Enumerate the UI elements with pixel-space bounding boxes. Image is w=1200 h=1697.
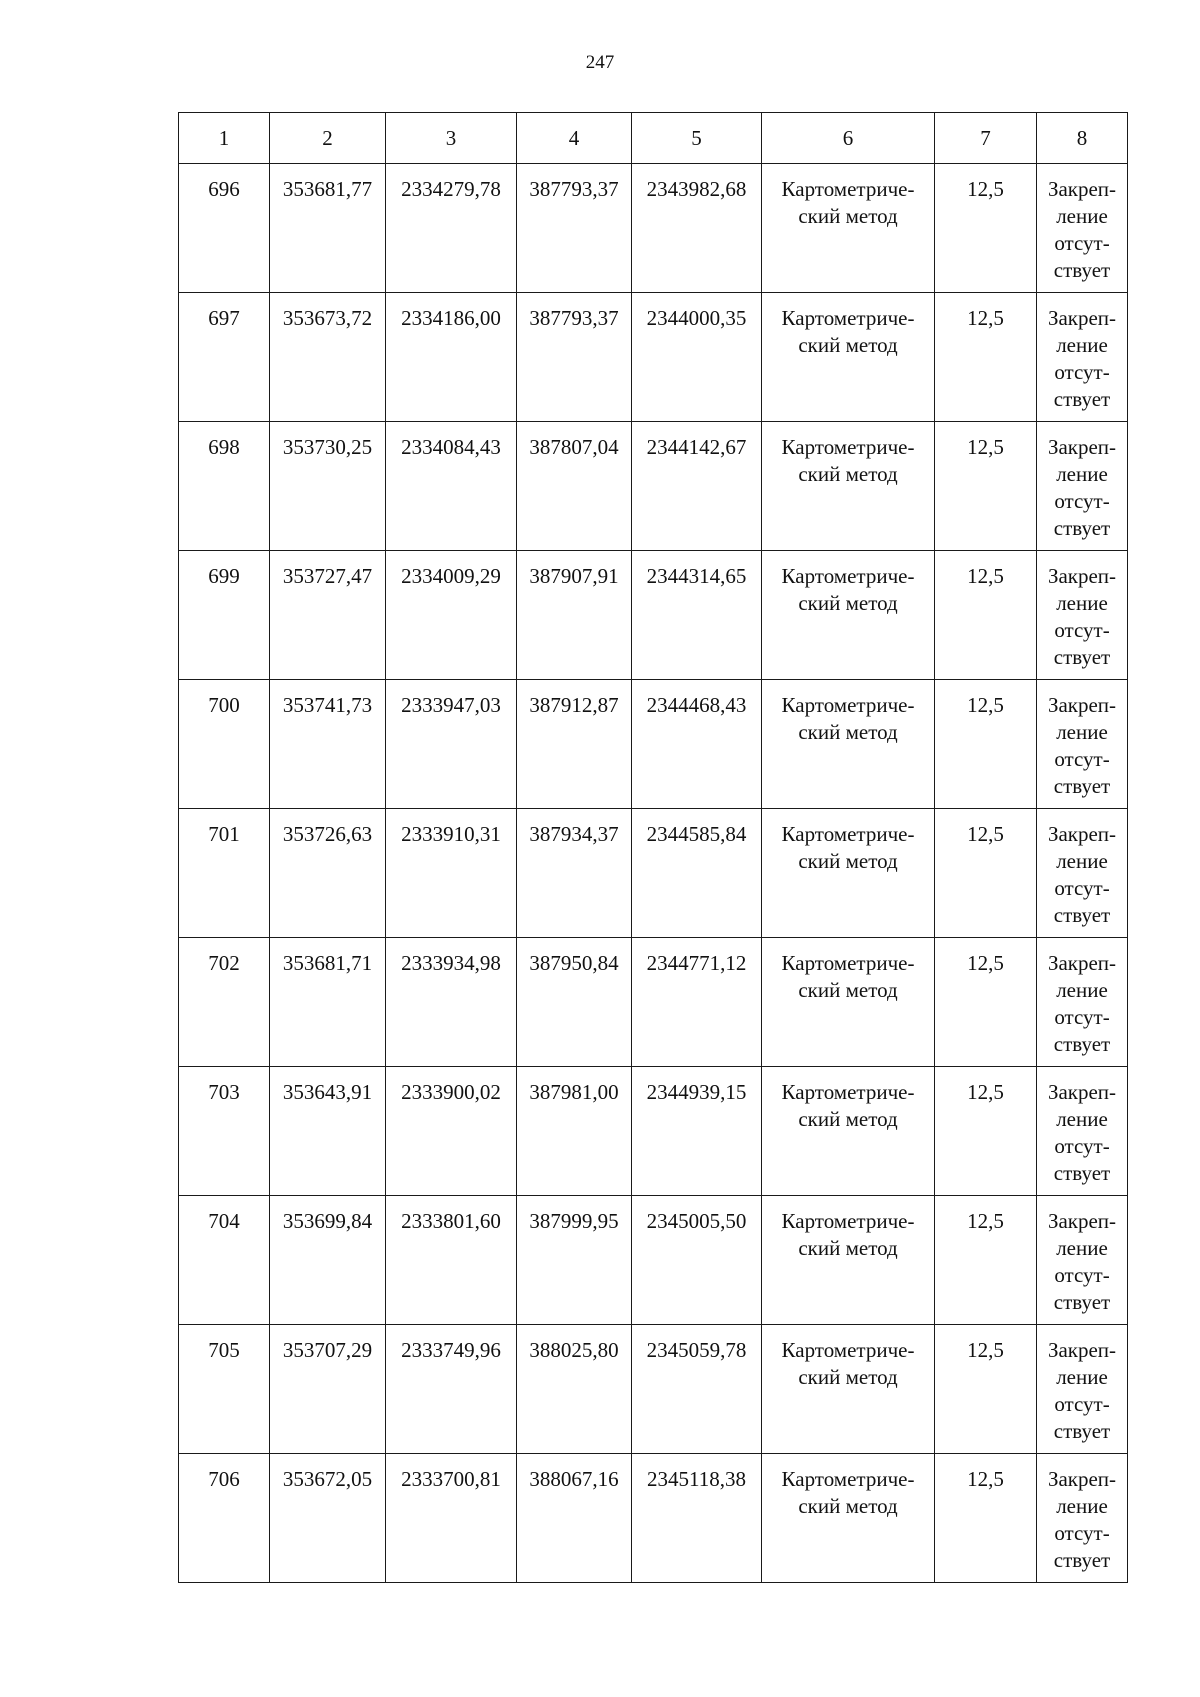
table-row: [179, 551, 1128, 680]
x-coordinate-cell: [517, 1067, 632, 1196]
method-cell: [762, 809, 935, 938]
fixing-description-cell-text: Закреп- ление отсут- ствует: [1047, 564, 1117, 669]
x-coordinate-msk-cell: [270, 809, 386, 938]
y-coordinate-msk-cell-text: 2333934,98: [401, 951, 501, 975]
fixing-description-cell-text: Закреп- ление отсут- ствует: [1047, 306, 1117, 411]
method-cell: [762, 1067, 935, 1196]
y-coordinate-cell-text: 2345005,50: [646, 1209, 747, 1233]
x-coordinate-msk-cell: [270, 1325, 386, 1454]
method-cell-text: Картометриче- ский метод: [781, 1467, 915, 1518]
y-coordinate-msk-cell-text: 2334084,43: [401, 435, 501, 459]
x-coordinate-msk-cell: [270, 1067, 386, 1196]
point-number-cell-text: 699: [208, 564, 240, 588]
method-cell: [762, 1196, 935, 1325]
y-coordinate-cell-text: 2345118,38: [647, 1467, 746, 1491]
x-coordinate-msk-cell-text: 353681,71: [282, 951, 373, 975]
point-number-cell: [179, 293, 270, 422]
table-row: [179, 1325, 1128, 1454]
x-coordinate-cell-text: 388025,80: [529, 1338, 619, 1362]
fixing-description-cell: [1037, 1067, 1128, 1196]
x-coordinate-cell-text: 387999,95: [529, 1209, 619, 1233]
x-coordinate-cell-text: 387807,04: [529, 435, 619, 459]
accuracy-cell-text: 12,5: [967, 177, 1004, 201]
method-cell-text: Картометриче- ский метод: [781, 1080, 915, 1131]
column-header-8: 8: [1037, 113, 1128, 164]
y-coordinate-cell: [632, 422, 762, 551]
method-cell: [762, 938, 935, 1067]
x-coordinate-cell-text: 387793,37: [529, 306, 619, 330]
point-number-cell: [179, 1196, 270, 1325]
y-coordinate-cell: [632, 1325, 762, 1454]
accuracy-cell-text: 12,5: [967, 435, 1004, 459]
x-coordinate-cell: [517, 164, 632, 293]
method-cell-text: Картометриче- ский метод: [781, 306, 915, 357]
fixing-description-cell-text: Закреп- ление отсут- ствует: [1047, 1209, 1117, 1314]
y-coordinate-cell: [632, 164, 762, 293]
x-coordinate-cell: [517, 293, 632, 422]
fixing-description-cell-text: Закреп- ление отсут- ствует: [1047, 693, 1117, 798]
point-number-cell-text: 700: [208, 693, 240, 717]
x-coordinate-cell: [517, 680, 632, 809]
fixing-description-cell: [1037, 938, 1128, 1067]
fixing-description-cell: [1037, 551, 1128, 680]
method-cell: [762, 680, 935, 809]
method-cell: [762, 293, 935, 422]
method-cell: [762, 1325, 935, 1454]
accuracy-cell: [935, 809, 1037, 938]
x-coordinate-cell-text: 387907,91: [529, 564, 619, 588]
x-coordinate-cell: [517, 1325, 632, 1454]
y-coordinate-msk-cell: [386, 809, 517, 938]
point-number-cell-text: 704: [208, 1209, 240, 1233]
accuracy-cell-text: 12,5: [967, 1467, 1004, 1491]
x-coordinate-msk-cell: [270, 680, 386, 809]
accuracy-cell-text: 12,5: [967, 564, 1004, 588]
method-cell-text: Картометриче- ский метод: [781, 1209, 915, 1260]
fixing-description-cell: [1037, 1454, 1128, 1583]
accuracy-cell: [935, 1196, 1037, 1325]
accuracy-cell: [935, 1067, 1037, 1196]
x-coordinate-cell-text: 387793,37: [529, 177, 619, 201]
point-number-cell: [179, 809, 270, 938]
table-row: [179, 1196, 1128, 1325]
y-coordinate-cell-text: 2344314,65: [646, 564, 747, 588]
accuracy-cell-text: 12,5: [967, 306, 1004, 330]
y-coordinate-msk-cell-text: 2333910,31: [401, 822, 501, 846]
y-coordinate-msk-cell: [386, 1325, 517, 1454]
x-coordinate-msk-cell-text: 353727,47: [282, 564, 373, 588]
method-cell-text: Картометриче- ский метод: [781, 564, 915, 615]
y-coordinate-msk-cell: [386, 1067, 517, 1196]
x-coordinate-msk-cell: [270, 1454, 386, 1583]
y-coordinate-msk-cell-text: 2333700,81: [401, 1467, 501, 1491]
x-coordinate-cell: [517, 809, 632, 938]
accuracy-cell: [935, 1325, 1037, 1454]
y-coordinate-cell: [632, 680, 762, 809]
point-number-cell-text: 697: [208, 306, 240, 330]
column-header-6: 6: [762, 113, 935, 164]
point-number-cell: [179, 1454, 270, 1583]
method-cell-text: Картометриче- ский метод: [781, 693, 915, 744]
y-coordinate-msk-cell: [386, 551, 517, 680]
point-number-cell: [179, 422, 270, 551]
x-coordinate-cell: [517, 1454, 632, 1583]
fixing-description-cell-text: Закреп- ление отсут- ствует: [1047, 435, 1117, 540]
coordinates-table: [178, 112, 1128, 1583]
table-row: [179, 293, 1128, 422]
x-coordinate-msk-cell-text: 353681,77: [282, 177, 373, 201]
column-header-2: 2: [270, 113, 386, 164]
fixing-description-cell: [1037, 164, 1128, 293]
accuracy-cell: [935, 938, 1037, 1067]
x-coordinate-msk-cell: [270, 551, 386, 680]
table-header-row: [179, 113, 1128, 164]
point-number-cell: [179, 938, 270, 1067]
x-coordinate-msk-cell-text: 353673,72: [282, 306, 373, 330]
fixing-description-cell-text: Закреп- ление отсут- ствует: [1047, 177, 1117, 282]
point-number-cell-text: 698: [208, 435, 240, 459]
y-coordinate-msk-cell: [386, 938, 517, 1067]
y-coordinate-cell-text: 2343982,68: [646, 177, 747, 201]
x-coordinate-msk-cell-text: 353672,05: [282, 1467, 373, 1491]
table-row: [179, 1454, 1128, 1583]
x-coordinate-msk-cell-text: 353741,73: [282, 693, 373, 717]
y-coordinate-cell: [632, 938, 762, 1067]
fixing-description-cell: [1037, 1325, 1128, 1454]
y-coordinate-cell: [632, 1196, 762, 1325]
fixing-description-cell-text: Закреп- ление отсут- ствует: [1047, 1080, 1117, 1185]
y-coordinate-cell-text: 2344585,84: [646, 822, 747, 846]
table-body: [179, 164, 1128, 1583]
y-coordinate-msk-cell-text: 2333801,60: [401, 1209, 501, 1233]
fixing-description-cell: [1037, 809, 1128, 938]
column-header-1: 1: [179, 113, 270, 164]
y-coordinate-cell-text: 2344771,12: [646, 951, 747, 975]
accuracy-cell-text: 12,5: [967, 693, 1004, 717]
y-coordinate-msk-cell-text: 2333749,96: [401, 1338, 501, 1362]
table-row: [179, 680, 1128, 809]
x-coordinate-msk-cell: [270, 1196, 386, 1325]
x-coordinate-cell-text: 387912,87: [529, 693, 619, 717]
accuracy-cell-text: 12,5: [967, 1080, 1004, 1104]
x-coordinate-msk-cell-text: 353699,84: [282, 1209, 373, 1233]
page-number: 247: [585, 52, 615, 73]
y-coordinate-msk-cell: [386, 164, 517, 293]
method-cell: [762, 1454, 935, 1583]
accuracy-cell-text: 12,5: [967, 822, 1004, 846]
x-coordinate-msk-cell: [270, 164, 386, 293]
accuracy-cell: [935, 551, 1037, 680]
method-cell-text: Картометриче- ский метод: [781, 951, 915, 1002]
y-coordinate-cell-text: 2344142,67: [646, 435, 747, 459]
fixing-description-cell-text: Закреп- ление отсут- ствует: [1047, 822, 1117, 927]
y-coordinate-cell: [632, 293, 762, 422]
table-row: [179, 938, 1128, 1067]
method-cell-text: Картометриче- ский метод: [781, 435, 915, 486]
method-cell-text: Картометриче- ский метод: [781, 1338, 915, 1389]
y-coordinate-msk-cell-text: 2334279,78: [401, 177, 501, 201]
x-coordinate-cell-text: 387934,37: [529, 822, 619, 846]
fixing-description-cell-text: Закреп- ление отсут- ствует: [1047, 1338, 1117, 1443]
y-coordinate-cell: [632, 551, 762, 680]
point-number-cell: [179, 680, 270, 809]
y-coordinate-msk-cell-text: 2334009,29: [401, 564, 501, 588]
fixing-description-cell-text: Закреп- ление отсут- ствует: [1047, 1467, 1117, 1572]
accuracy-cell: [935, 164, 1037, 293]
y-coordinate-cell-text: 2344468,43: [646, 693, 747, 717]
y-coordinate-msk-cell-text: 2333900,02: [401, 1080, 501, 1104]
method-cell-text: Картометриче- ский метод: [781, 822, 915, 873]
point-number-cell: [179, 1067, 270, 1196]
x-coordinate-msk-cell-text: 353707,29: [282, 1338, 373, 1362]
method-cell: [762, 422, 935, 551]
y-coordinate-msk-cell-text: 2334186,00: [401, 306, 501, 330]
y-coordinate-msk-cell: [386, 1454, 517, 1583]
x-coordinate-msk-cell-text: 353643,91: [282, 1080, 373, 1104]
method-cell: [762, 551, 935, 680]
y-coordinate-cell-text: 2345059,78: [646, 1338, 747, 1362]
y-coordinate-msk-cell-text: 2333947,03: [401, 693, 501, 717]
fixing-description-cell: [1037, 422, 1128, 551]
table-row: [179, 164, 1128, 293]
x-coordinate-cell: [517, 938, 632, 1067]
y-coordinate-cell: [632, 1067, 762, 1196]
accuracy-cell-text: 12,5: [967, 951, 1004, 975]
x-coordinate-msk-cell: [270, 422, 386, 551]
fixing-description-cell: [1037, 1196, 1128, 1325]
column-header-4: 4: [517, 113, 632, 164]
x-coordinate-cell-text: 387981,00: [529, 1080, 619, 1104]
point-number-cell: [179, 164, 270, 293]
point-number-cell-text: 706: [208, 1467, 240, 1491]
x-coordinate-msk-cell: [270, 293, 386, 422]
x-coordinate-cell: [517, 551, 632, 680]
column-header-7: 7: [935, 113, 1037, 164]
x-coordinate-msk-cell-text: 353730,25: [282, 435, 373, 459]
accuracy-cell: [935, 293, 1037, 422]
point-number-cell-text: 703: [208, 1080, 240, 1104]
table-row: [179, 809, 1128, 938]
x-coordinate-msk-cell-text: 353726,63: [282, 822, 373, 846]
y-coordinate-msk-cell: [386, 1196, 517, 1325]
accuracy-cell-text: 12,5: [967, 1209, 1004, 1233]
x-coordinate-cell-text: 387950,84: [529, 951, 619, 975]
table-row: [179, 422, 1128, 551]
fixing-description-cell: [1037, 293, 1128, 422]
x-coordinate-cell: [517, 422, 632, 551]
accuracy-cell: [935, 422, 1037, 551]
y-coordinate-msk-cell: [386, 422, 517, 551]
table-row: [179, 1067, 1128, 1196]
y-coordinate-msk-cell: [386, 680, 517, 809]
point-number-cell: [179, 551, 270, 680]
x-coordinate-cell-text: 388067,16: [529, 1467, 619, 1491]
y-coordinate-cell: [632, 809, 762, 938]
method-cell: [762, 164, 935, 293]
point-number-cell-text: 702: [208, 951, 240, 975]
y-coordinate-msk-cell: [386, 293, 517, 422]
fixing-description-cell: [1037, 680, 1128, 809]
column-header-5: 5: [632, 113, 762, 164]
point-number-cell-text: 701: [208, 822, 240, 846]
point-number-cell-text: 696: [208, 177, 240, 201]
x-coordinate-msk-cell: [270, 938, 386, 1067]
accuracy-cell: [935, 1454, 1037, 1583]
method-cell-text: Картометриче- ский метод: [781, 177, 915, 228]
point-number-cell-text: 705: [208, 1338, 240, 1362]
x-coordinate-cell: [517, 1196, 632, 1325]
y-coordinate-cell-text: 2344939,15: [646, 1080, 747, 1104]
y-coordinate-cell-text: 2344000,35: [646, 306, 747, 330]
accuracy-cell-text: 12,5: [967, 1338, 1004, 1362]
fixing-description-cell-text: Закреп- ление отсут- ствует: [1047, 951, 1117, 1056]
y-coordinate-cell: [632, 1454, 762, 1583]
point-number-cell: [179, 1325, 270, 1454]
column-header-3: 3: [386, 113, 517, 164]
accuracy-cell: [935, 680, 1037, 809]
